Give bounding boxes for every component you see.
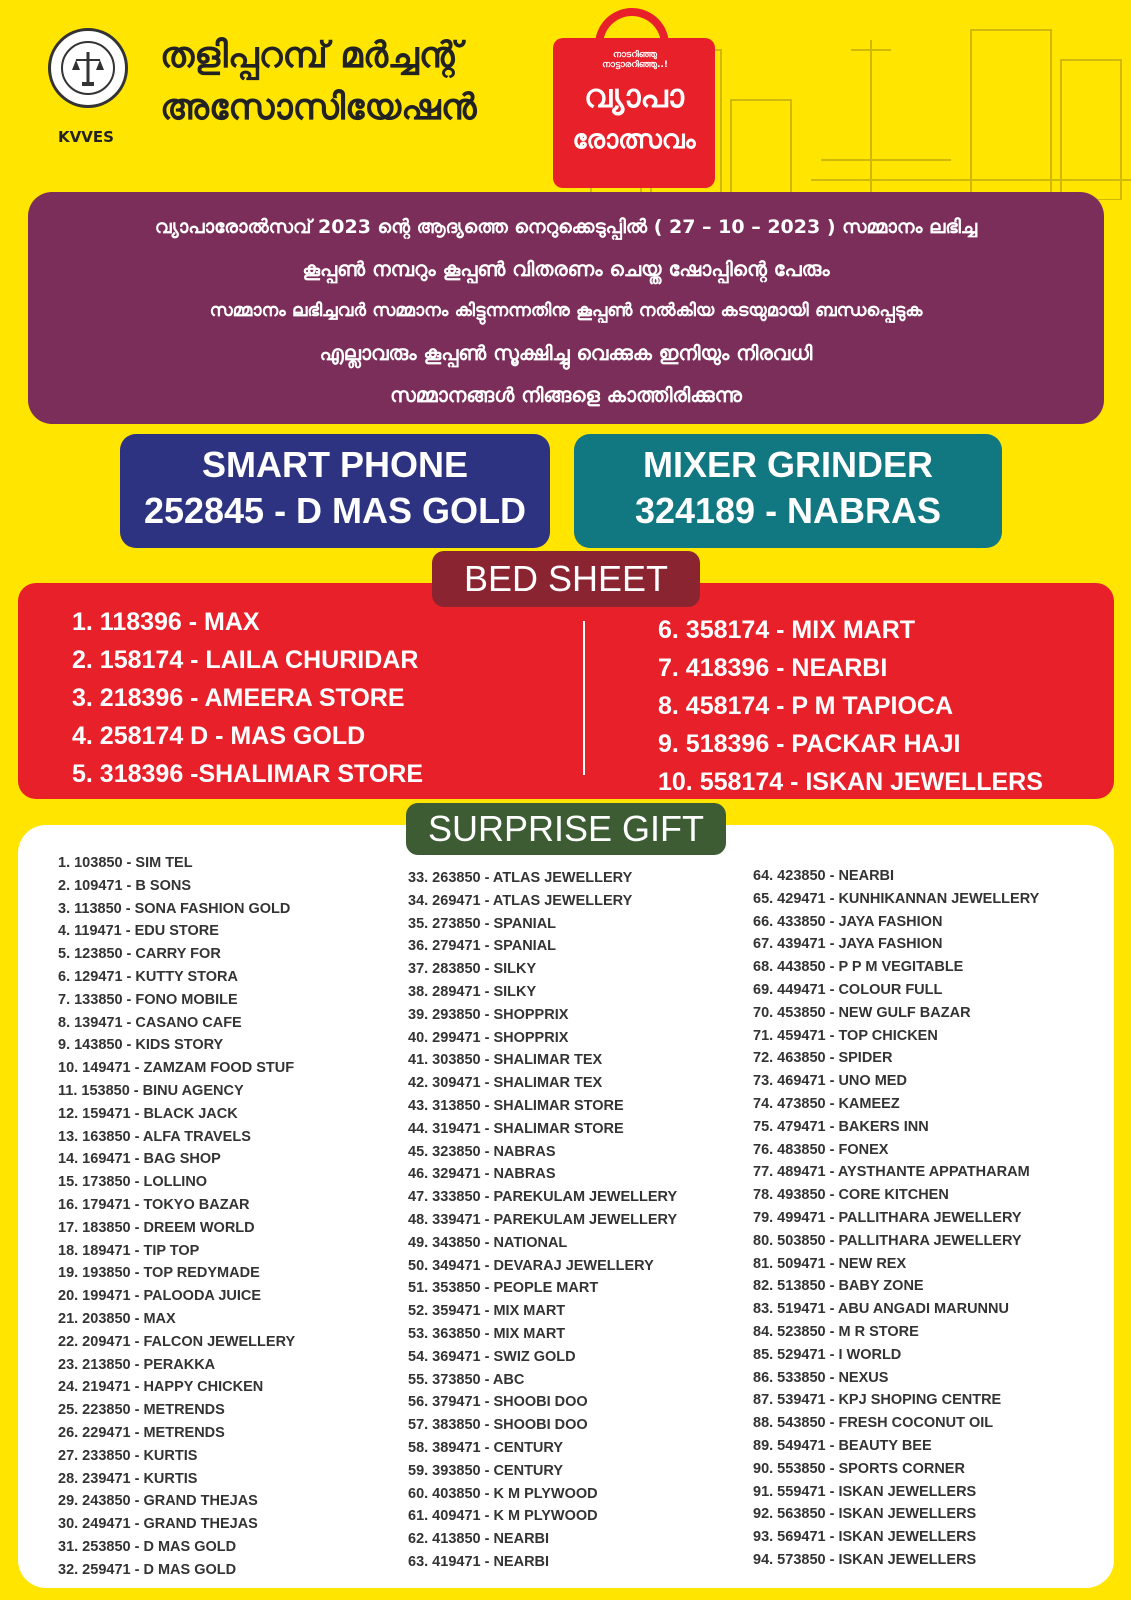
list-item: 5. 318396 -SHALIMAR STORE [72, 760, 424, 788]
org-name-line-1: തളിപ്പറമ്പ് മർച്ചന്റ് [160, 35, 462, 76]
list-item: 26. 229471 - METRENDS [58, 1424, 225, 1441]
list-item: 6. 129471 - KUTTY STORA [58, 968, 238, 985]
list-item: 21. 203850 - MAX [58, 1310, 176, 1327]
shopping-bag-icon [553, 8, 715, 188]
list-item: 50. 349471 - DEVARAJ JEWELLERY [408, 1257, 654, 1274]
list-item: 57. 383850 - SHOOBI DOO [408, 1417, 588, 1434]
list-item: 80. 503850 - PALLITHARA JEWELLERY [753, 1232, 1022, 1249]
list-item: 41. 303850 - SHALIMAR TEX [408, 1052, 603, 1069]
list-item: 19. 193850 - TOP REDYMADE [58, 1265, 260, 1282]
prize-winner: 324189 - NABRAS [634, 490, 942, 531]
bed-sheet-list-right [658, 611, 1043, 801]
prize-title: MIXER GRINDER [642, 444, 934, 485]
list-item: 12. 159471 - BLACK JACK [58, 1105, 238, 1122]
notice-line: എല്ലാവരും കൂപ്പൺ സൂക്ഷിച്ചു വെക്കുക ഇനിയും നിരവധി [319, 341, 813, 365]
list-item: 28. 239471 - KURTIS [58, 1470, 198, 1487]
organization-name [160, 30, 540, 134]
list-item: 25. 223850 - METRENDS [58, 1402, 225, 1419]
list-item: 34. 269471 - ATLAS JEWELLERY [408, 892, 633, 909]
list-item: 55. 373850 - ABC [408, 1371, 525, 1388]
bed-sheet-list-left [72, 603, 423, 793]
list-item: 69. 449471 - COLOUR FULL [753, 981, 943, 998]
list-item: 22. 209471 - FALCON JEWELLERY [58, 1333, 296, 1350]
list-item: 72. 463850 - SPIDER [753, 1050, 893, 1067]
list-item: 88. 543850 - FRESH COCONUT OIL [753, 1415, 994, 1432]
prize-title: SMART PHONE [201, 444, 468, 485]
list-item: 78. 493850 - CORE KITCHEN [753, 1187, 949, 1204]
logo-label: KVVES [58, 128, 114, 146]
list-item: 52. 359471 - MIX MART [408, 1303, 566, 1320]
list-item: 13. 163850 - ALFA TRAVELS [58, 1128, 251, 1145]
list-item: 90. 553850 - SPORTS CORNER [753, 1460, 965, 1477]
list-item: 53. 363850 - MIX MART [408, 1325, 566, 1342]
list-item: 71. 459471 - TOP CHICKEN [753, 1027, 938, 1044]
gift-list-col-2 [408, 867, 677, 1574]
list-item: 24. 219471 - HAPPY CHICKEN [58, 1379, 264, 1396]
list-item: 2. 158174 - LAILA CHURIDAR [72, 646, 419, 674]
list-item: 62. 413850 - NEARBI [408, 1531, 550, 1548]
list-item: 60. 403850 - K M PLYWOOD [408, 1485, 598, 1502]
list-item: 82. 513850 - BABY ZONE [753, 1278, 924, 1295]
list-item: 89. 549471 - BEAUTY BEE [753, 1437, 932, 1454]
smart-phone-prize [120, 434, 550, 548]
list-item: 76. 483850 - FONEX [753, 1141, 889, 1158]
list-item: 73. 469471 - UNO MED [753, 1073, 907, 1090]
list-item: 45. 323850 - NABRAS [408, 1143, 556, 1160]
list-item: 66. 433850 - JAYA FASHION [753, 913, 943, 930]
org-name-line-2: അസോസിയേഷൻ [160, 87, 477, 128]
list-item: 40. 299471 - SHOPPRIX [408, 1029, 569, 1046]
event-tagline: നാടറിഞ്ഞു നാട്ടാരറിഞ്ഞു..! [602, 50, 668, 70]
list-item: 36. 279471 - SPANIAL [408, 938, 557, 955]
list-item: 64. 423850 - NEARBI [753, 868, 895, 884]
list-item: 56. 379471 - SHOOBI DOO [408, 1394, 588, 1411]
list-item: 54. 369471 - SWIZ GOLD [408, 1348, 576, 1365]
list-item: 46. 329471 - NABRAS [408, 1166, 556, 1183]
list-item: 30. 249471 - GRAND THEJAS [58, 1516, 258, 1533]
list-item: 58. 389471 - CENTURY [408, 1439, 564, 1456]
list-item: 9. 143850 - KIDS STORY [58, 1037, 224, 1054]
list-item: 16. 179471 - TOKYO BAZAR [58, 1196, 250, 1213]
list-item: 31. 253850 - D MAS GOLD [58, 1538, 237, 1555]
notice-panel [28, 192, 1104, 424]
list-item: 77. 489471 - AYSTHANTE APPATHARAM [753, 1164, 1030, 1181]
list-item: 84. 523850 - M R STORE [753, 1323, 919, 1340]
list-item: 47. 333850 - PAREKULAM JEWELLERY [408, 1189, 678, 1206]
list-item: 23. 213850 - PERAKKA [58, 1356, 216, 1373]
list-item: 27. 233850 - KURTIS [58, 1447, 198, 1464]
list-item: 11. 153850 - BINU AGENCY [58, 1082, 244, 1099]
notice-line: സമ്മാനം ലഭിച്ചവർ സമ്മാനം കിട്ടുന്നന്നതിനു കൂപ്പൺ നൽകിയ കടയുമായി ബന്ധപ്പെടുക [209, 300, 923, 321]
list-item: 15. 173850 - LOLLINO [58, 1174, 208, 1191]
list-item: 6. 358174 - MIX MART [658, 616, 916, 644]
list-item: 9. 518396 - PACKAR HAJI [658, 730, 961, 758]
list-item: 35. 273850 - SPANIAL [408, 915, 557, 932]
list-item: 44. 319471 - SHALIMAR STORE [408, 1120, 624, 1137]
list-item: 91. 559471 - ISKAN JEWELLERS [753, 1483, 977, 1500]
list-item: 18. 189471 - TIP TOP [58, 1242, 200, 1259]
event-title-line-1: വ്യാപാ [584, 77, 684, 115]
list-item: 7. 418396 - NEARBI [658, 654, 888, 682]
list-item: 8. 458174 - P M TAPIOCA [658, 692, 954, 720]
list-item: 67. 439471 - JAYA FASHION [753, 936, 943, 953]
list-item: 59. 393850 - CENTURY [408, 1462, 564, 1479]
list-item: 51. 353850 - PEOPLE MART [408, 1280, 599, 1297]
gift-list-col-3 [753, 865, 1039, 1572]
list-item: 39. 293850 - SHOPPRIX [408, 1006, 569, 1023]
list-item: 42. 309471 - SHALIMAR TEX [408, 1075, 603, 1092]
list-item: 1. 118396 - MAX [72, 608, 260, 636]
list-item: 29. 243850 - GRAND THEJAS [58, 1493, 258, 1510]
list-item: 2. 109471 - B SONS [58, 877, 191, 894]
list-item: 38. 289471 - SILKY [408, 983, 537, 1000]
notice-line: സമ്മാനങ്ങൾ നിങ്ങളെ കാത്തിരിക്കുന്നു [390, 383, 742, 407]
prize-winner: 252845 - D MAS GOLD [143, 490, 527, 531]
divider [583, 621, 585, 775]
list-item: 94. 573850 - ISKAN JEWELLERS [753, 1551, 977, 1568]
list-item: 75. 479471 - BAKERS INN [753, 1118, 929, 1135]
bed-sheet-heading: BED SHEET [432, 551, 700, 607]
list-item: 63. 419471 - NEARBI [408, 1553, 550, 1570]
list-item: 68. 443850 - P P M VEGITABLE [753, 959, 964, 976]
surprise-gift-panel [18, 825, 1114, 1588]
list-item: 32. 259471 - D MAS GOLD [58, 1561, 237, 1578]
list-item: 87. 539471 - KPJ SHOPING CENTRE [753, 1392, 1002, 1409]
list-item: 3. 218396 - AMEERA STORE [72, 684, 405, 712]
list-item: 4. 119471 - EDU STORE [58, 923, 219, 940]
list-item: 92. 563850 - ISKAN JEWELLERS [753, 1506, 977, 1523]
notice-line: വ്യാപാരോൽസവ് 2023 ന്റെ ആദ്യത്തെ നെറുക്കെടുപ്പിൽ ( 27 – 10 – 2023 ) സമ്മാനം ലഭിച്ച [154, 216, 978, 238]
gift-list-col-1 [58, 852, 295, 1582]
surprise-gift-heading: SURPRISE GIFT [406, 803, 726, 855]
list-item: 48. 339471 - PAREKULAM JEWELLERY [408, 1211, 678, 1228]
list-item: 10. 558174 - ISKAN JEWELLERS [658, 768, 1043, 796]
list-item: 70. 453850 - NEW GULF BAZAR [753, 1004, 971, 1021]
list-item: 1. 103850 - SIM TEL [58, 855, 193, 871]
list-item: 5. 123850 - CARRY FOR [58, 946, 221, 963]
list-item: 20. 199471 - PALOODA JUICE [58, 1288, 262, 1305]
list-item: 3. 113850 - SONA FASHION GOLD [58, 900, 291, 917]
list-item: 33. 263850 - ATLAS JEWELLERY [408, 870, 633, 886]
event-title-line-2: രോത്സവം [572, 125, 696, 155]
list-item: 37. 283850 - SILKY [408, 961, 537, 978]
list-item: 86. 533850 - NEXUS [753, 1369, 889, 1386]
list-item: 81. 509471 - NEW REX [753, 1255, 907, 1272]
list-item: 43. 313850 - SHALIMAR STORE [408, 1097, 624, 1114]
mixer-grinder-prize [574, 434, 1002, 548]
list-item: 4. 258174 D - MAS GOLD [72, 722, 366, 750]
list-item: 79. 499471 - PALLITHARA JEWELLERY [753, 1209, 1022, 1226]
list-item: 14. 169471 - BAG SHOP [58, 1151, 221, 1168]
notice-line: കൂപ്പൺ നമ്പറും കൂപ്പൺ വിതരണം ചെയ്ത ഷോപ്പിന്റെ പേരും [302, 257, 830, 281]
bed-sheet-panel [18, 583, 1114, 799]
list-item: 65. 429471 - KUNHIKANNAN JEWELLERY [753, 890, 1040, 907]
list-item: 17. 183850 - DREEM WORLD [58, 1219, 255, 1236]
list-item: 74. 473850 - KAMEEZ [753, 1095, 900, 1112]
list-item: 7. 133850 - FONO MOBILE [58, 991, 238, 1008]
kvves-emblem-icon [48, 28, 128, 108]
list-item: 8. 139471 - CASANO CAFE [58, 1014, 242, 1031]
list-item: 85. 529471 - I WORLD [753, 1346, 902, 1363]
list-item: 49. 343850 - NATIONAL [408, 1234, 568, 1251]
list-item: 83. 519471 - ABU ANGADI MARUNNU [753, 1301, 1009, 1318]
list-item: 61. 409471 - K M PLYWOOD [408, 1508, 598, 1525]
list-item: 93. 569471 - ISKAN JEWELLERS [753, 1529, 977, 1546]
event-title [563, 74, 705, 162]
list-item: 10. 149471 - ZAMZAM FOOD STUF [58, 1060, 295, 1077]
